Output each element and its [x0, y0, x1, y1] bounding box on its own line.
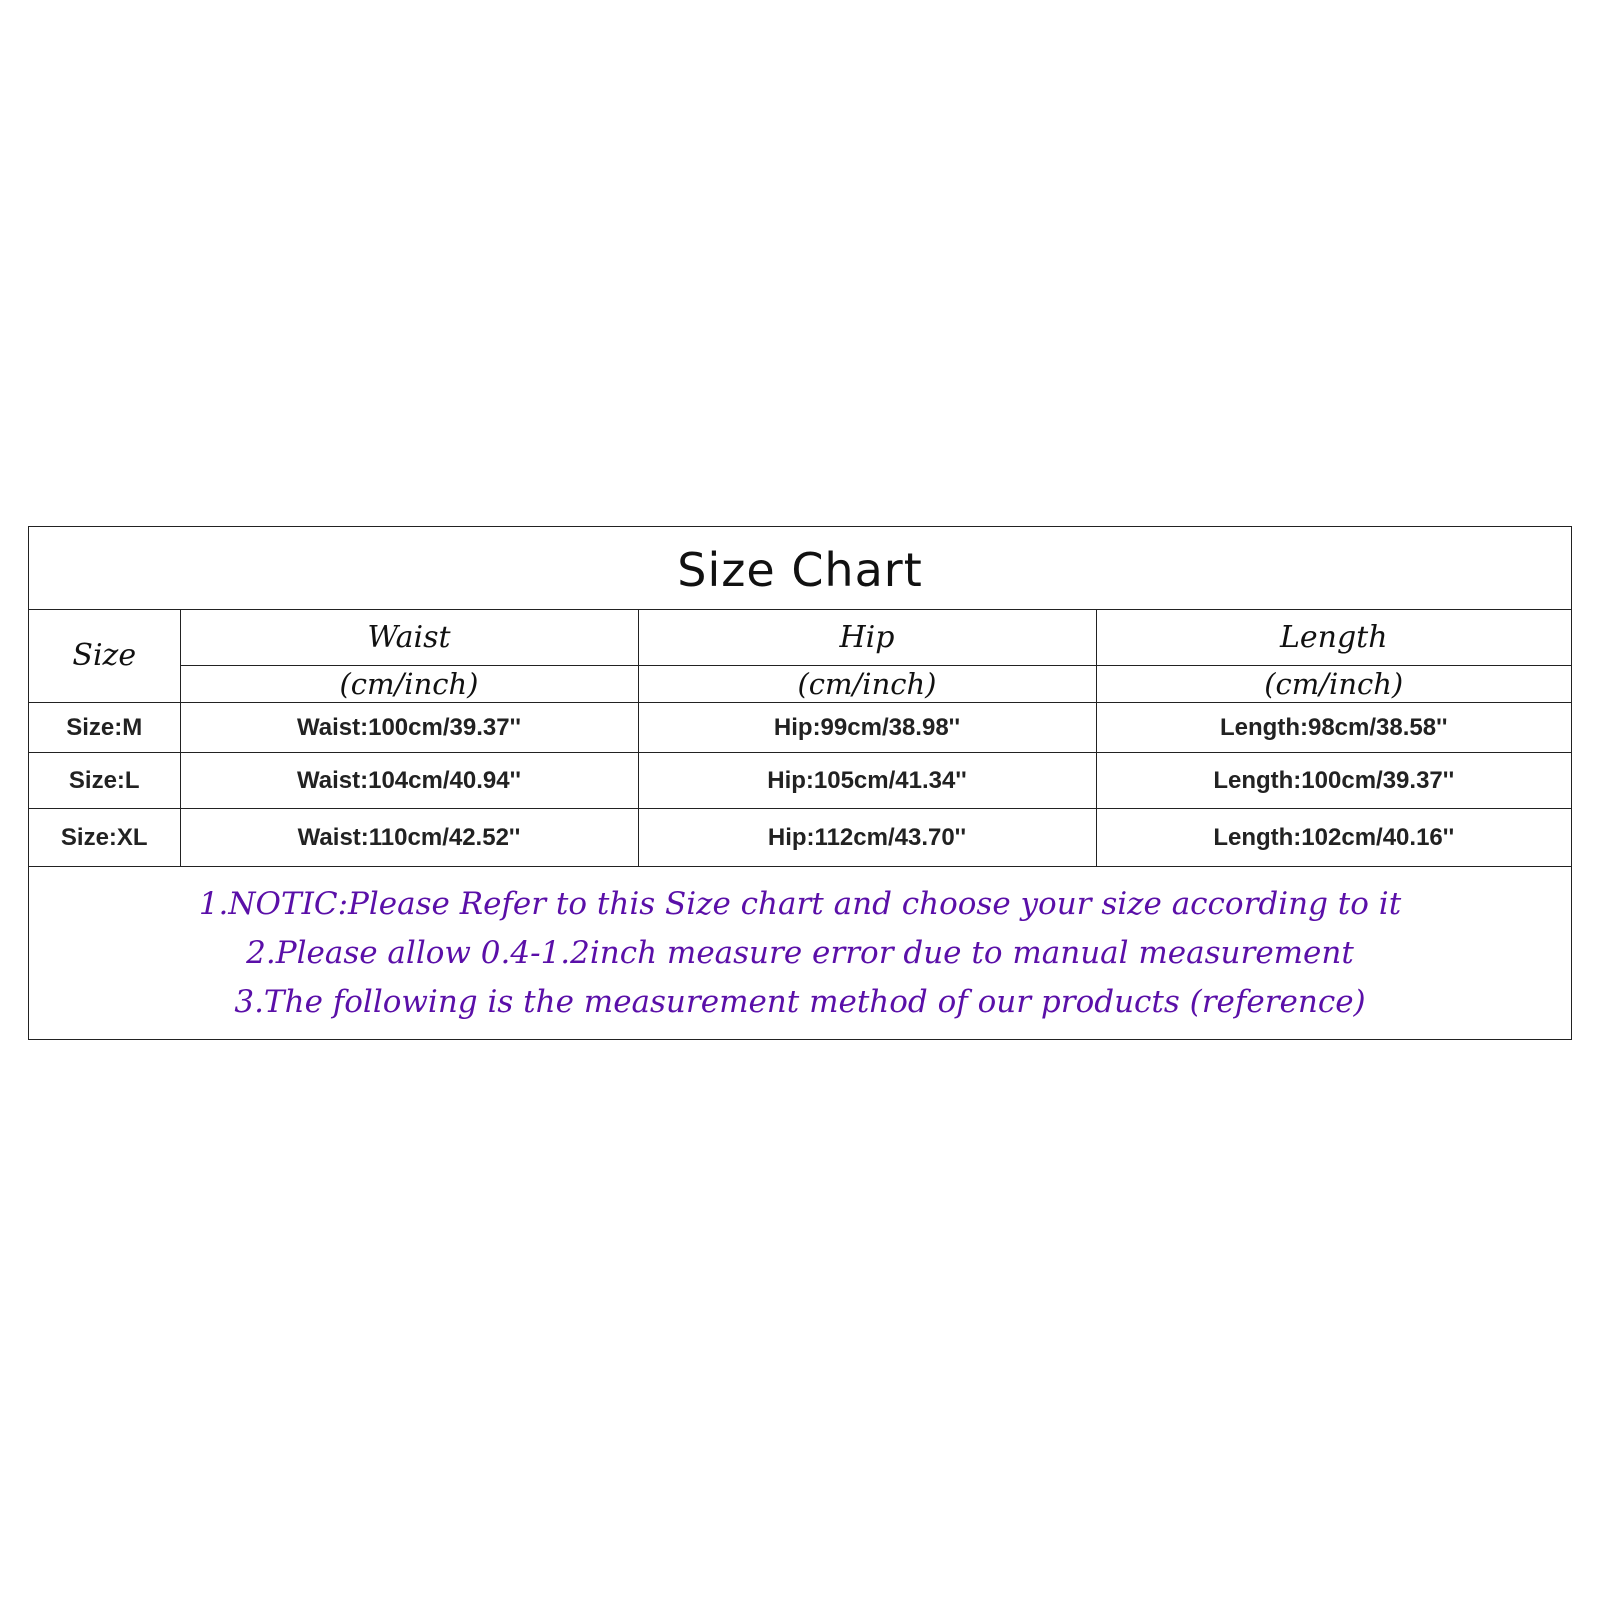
hip-cell: Hip:112cm/43.70'' [638, 809, 1096, 867]
note-1: 1.NOTIC:Please Refer to this Size chart and choose your size according to it [198, 886, 1402, 922]
length-cell: Length:102cm/40.16'' [1096, 809, 1571, 867]
size-chart-table [28, 526, 1572, 1040]
size-cell: Size:L [29, 753, 180, 809]
hip-unit: (cm/inch) [638, 666, 1096, 703]
length-unit: (cm/inch) [1096, 666, 1571, 703]
header-hip: Hip [638, 609, 1096, 666]
note-3: 3.The following is the measurement method of our products (reference) [234, 984, 1366, 1020]
waist-cell: Waist:110cm/42.52'' [180, 809, 638, 867]
waist-cell: Waist:100cm/39.37'' [180, 703, 638, 753]
hip-cell: Hip:99cm/38.98'' [638, 703, 1096, 753]
length-cell: Length:98cm/38.58'' [1096, 703, 1571, 753]
table-row [29, 703, 1571, 753]
length-cell: Length:100cm/39.37'' [1096, 753, 1571, 809]
waist-cell: Waist:104cm/40.94'' [180, 753, 638, 809]
table-row [29, 753, 1571, 809]
table-row [29, 809, 1571, 867]
header-length: Length [1096, 609, 1571, 666]
header-row [29, 609, 1571, 666]
unit-row [29, 666, 1571, 703]
note-2: 2.Please allow 0.4-1.2inch measure error due to manual measurement [246, 935, 1354, 971]
size-cell: Size:M [29, 703, 180, 753]
hip-cell: Hip:105cm/41.34'' [638, 753, 1096, 809]
header-waist: Waist [180, 609, 638, 666]
notes-section [29, 872, 1571, 1041]
header-size: Size [29, 609, 180, 703]
chart-title: Size Chart [677, 543, 923, 597]
title-row [29, 527, 1571, 610]
waist-unit: (cm/inch) [180, 666, 638, 703]
size-grid [29, 609, 1571, 867]
size-cell: Size:XL [29, 809, 180, 867]
